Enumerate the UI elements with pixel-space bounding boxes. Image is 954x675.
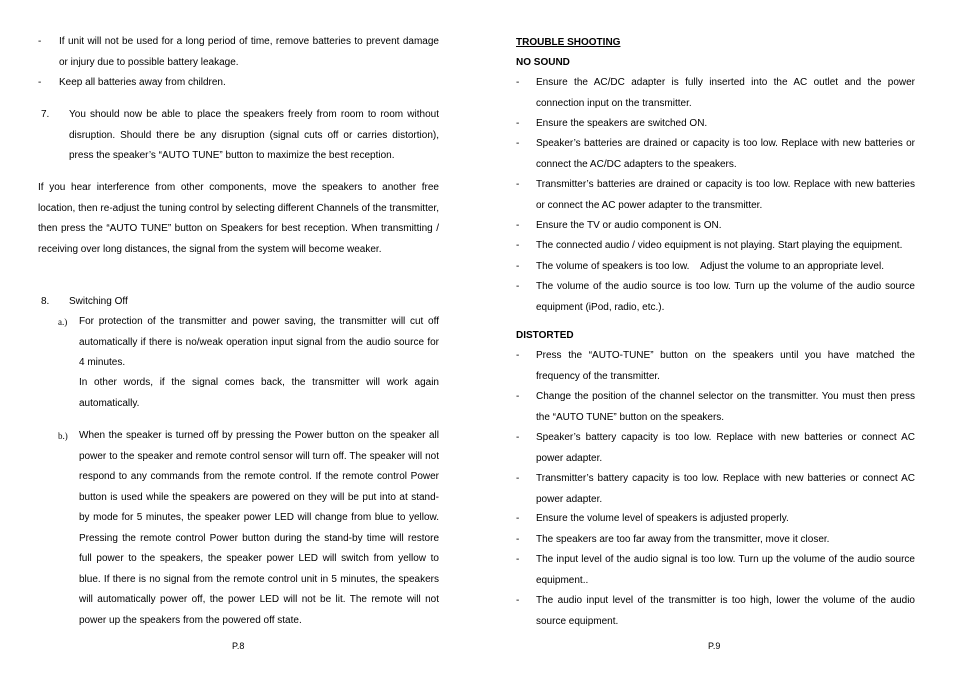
bullet-dash: - (516, 350, 520, 361)
step-8a-marker: a.) (58, 317, 68, 327)
bullet-dash: - (38, 77, 42, 88)
distorted-item: The input level of the audio signal is too low. Turn up the volume of the audio source equipment.. (536, 554, 915, 586)
no-sound-item: Transmitter’s batteries are drained or capacity is too low. Replace with new batteries or connect the AC power adapter to the transmitter. (536, 179, 915, 211)
no-sound-item: Ensure the AC/DC adapter is fully inserted into the AC outlet and the power connection input on the transmitter. (536, 77, 915, 109)
bullet-dash: - (516, 138, 520, 149)
no-sound-item: The volume of the audio source is too low. Turn up the volume of the audio source equipment (iPod, radio, etc.). (536, 281, 915, 313)
page-number-right: P.9 (708, 641, 721, 651)
distorted-heading: DISTORTED (516, 330, 574, 341)
distorted-item: Press the “AUTO-TUNE” button on the speakers until you have matched the frequency of the transmitter. (536, 350, 915, 382)
bullet-dash: - (516, 534, 520, 545)
step-8a-text: For protection of the transmitter and power saving, the transmitter will cut off automatically if there is no/weak operation input signal from the audio source for 4 minutes. (79, 316, 439, 368)
battery-note-2: Keep all batteries away from children. (59, 77, 226, 88)
bullet-dash: - (516, 391, 520, 402)
interference-paragraph: If you hear interference from other components, move the speakers to another free location, then re-adjust the tuning control by selecting different Channels of the transmitter, then press the “AUTO TUNE” button on Speakers for best reception. When transmitting / receiving over long distances, the signal from the system will become weaker. (38, 182, 439, 255)
bullet-dash: - (516, 220, 520, 231)
step-8-number: 8. (41, 296, 50, 307)
no-sound-item: The volume of speakers is too low. Adjust the volume to an appropriate level. (536, 261, 884, 272)
step-7-text: You should now be able to place the speakers freely from room to room without disruption. Should there be any disruption (signal cuts off or carries distortion), press the speaker’s “AUTO TUNE” button to maximize the best reception. (69, 109, 439, 161)
step-8b-marker: b.) (58, 431, 68, 441)
bullet-dash: - (516, 595, 520, 606)
bullet-dash: - (516, 554, 520, 565)
no-sound-item: Speaker’s batteries are drained or capacity is too low. Replace with new batteries or connect the AC/DC adapters to the speakers. (536, 138, 915, 170)
distorted-item: Speaker’s battery capacity is too low. Replace with new batteries or connect AC power adapter. (536, 432, 915, 464)
step-8a-text-2: In other words, if the signal comes back, the transmitter will work again automatically. (79, 377, 439, 409)
step-8b-text: When the speaker is turned off by pressing the Power button on the speaker all power to the speaker and remote control sensor will turn off. The speaker will not respond to any commands from the remote control. If the remote control Power button is used while the speakers are powered on they will be put into at stand-by mode for 5 minutes, the speaker power LED will change from blue to yellow. Pressing the remote control Power button during the stand-by time will restore full power to the speakers, the speaker power LED will switch from yellow to blue. If there is no signal from the remote control unit in 5 minutes, the speakers will automatically power off, the power LED will not be lit. The remote will not power up the speakers from the powered off state. (79, 430, 439, 626)
no-sound-heading: NO SOUND (516, 57, 570, 68)
bullet-dash: - (516, 240, 520, 251)
no-sound-item: Ensure the speakers are switched ON. (536, 118, 708, 129)
distorted-item: The audio input level of the transmitter is too high, lower the volume of the audio source equipment. (536, 595, 915, 627)
bullet-dash: - (516, 179, 520, 190)
bullet-dash: - (516, 281, 520, 292)
bullet-dash: - (516, 118, 520, 129)
distorted-item: Transmitter’s battery capacity is too low. Replace with new batteries or connect AC power adapter. (536, 473, 915, 505)
distorted-item: Ensure the volume level of speakers is adjusted properly. (536, 513, 789, 524)
bullet-dash: - (516, 261, 520, 272)
bullet-dash: - (516, 513, 520, 524)
page-right (477, 0, 954, 675)
page-number-left: P.8 (232, 641, 245, 651)
distorted-item: The speakers are too far away from the transmitter, move it closer. (536, 534, 830, 545)
bullet-dash: - (516, 473, 520, 484)
no-sound-item: Ensure the TV or audio component is ON. (536, 220, 722, 231)
step-7-number: 7. (41, 109, 50, 120)
step-8-title: Switching Off (69, 296, 128, 307)
bullet-dash: - (516, 77, 520, 88)
bullet-dash: - (516, 432, 520, 443)
no-sound-item: The connected audio / video equipment is not playing. Start playing the equipment. (536, 240, 903, 251)
distorted-item: Change the position of the channel selector on the transmitter. You must then press the “AUTO TUNE” button on the speakers. (536, 391, 915, 423)
bullet-dash: - (38, 36, 42, 47)
troubleshooting-title: TROUBLE SHOOTING (516, 37, 621, 48)
battery-note-1: If unit will not be used for a long period of time, remove batteries to prevent damage or injury due to possible battery leakage. (59, 36, 439, 68)
